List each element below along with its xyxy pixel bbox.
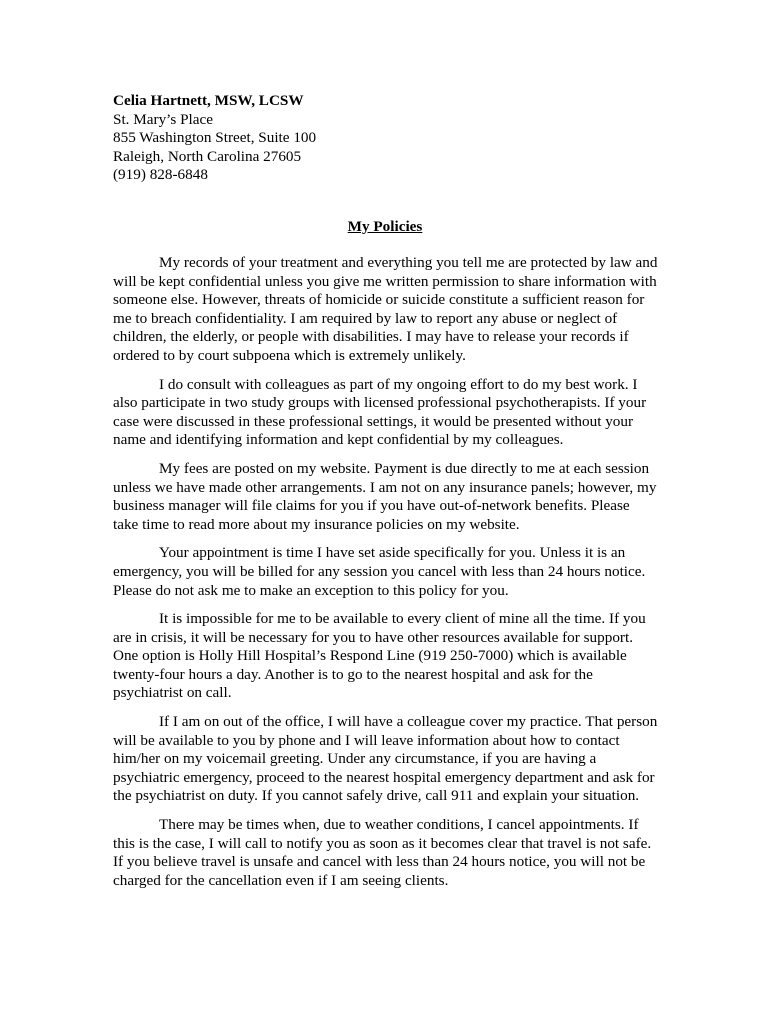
phone-number: (919) 828-6848 xyxy=(113,166,208,184)
street-address: 855 Washington Street, Suite 100 xyxy=(113,129,317,147)
paragraph-appointments: Your appointment is time I have set aside specifically for you. Unless it is an emergency, you will be billed for any session you cancel with less than 24 hours notice. Please do not ask me to make an exception to this policy for you. xyxy=(113,544,646,599)
paragraph-fees: My fees are posted on my website. Payment is due directly to me at each session unless we have made other arrangements. I am not on any insurance panels; however, my business manager will file claims for you if you have out-of-network benefits. Please take time to read more about my insurance policies on my website. xyxy=(113,459,657,533)
practice-name: St. Mary’s Place xyxy=(113,110,213,128)
paragraph-coverage: If I am on out of the office, I will have a colleague cover my practice. That person will be available to you by phone and I will leave information about how to contact him/her on my voicemail greeting. Under any circumstance, if you are having a psychiatric emergency, proceed to the nearest hospital emergency department and ask for the psychiatrist on duty. If you cannot safely drive, call 911 and explain your situation. xyxy=(113,713,658,805)
document-title: My Policies xyxy=(347,218,423,235)
letterhead xyxy=(113,92,633,185)
paragraph-availability: It is impossible for me to be available to every client of mine all the time. If you are in crisis, it will be necessary for you to have other resources available for support. One option is Holly Hill Hospital’s Respond Line (919 250-7000) which is available twenty-four hours a day. Another is to go to the nearest hospital and ask for the psychiatrist on call. xyxy=(113,610,646,702)
paragraph-consultation: I do consult with colleagues as part of my ongoing effort to do my best work. I also participate in two study groups with licensed professional psychotherapists. If your case were discussed in these professional settings, it would be presented without your name and identifying information and kept confidential by my colleagues. xyxy=(113,375,647,449)
paragraph-confidentiality: My records of your treatment and everything you tell me are protected by law and will be kept confidential unless you give me written permission to share information with someone else. However, threats of homicide or suicide constitute a sufficient reason for me to breach confidentiality. I am required by law to report any abuse or neglect of children, the elderly, or people with disabilities. I may have to release your records if ordered to by court subpoena which is extremely unlikely. xyxy=(113,254,658,364)
author-name: Celia Hartnett, MSW, LCSW xyxy=(113,92,304,109)
policy-body xyxy=(113,254,658,900)
city-state-zip: Raleigh, North Carolina 27605 xyxy=(113,147,302,165)
paragraph-weather: There may be times when, due to weather conditions, I cancel appointments. If this is the case, I will call to notify you as soon as it becomes clear that travel is not safe. If you believe travel is unsafe and cancel with less than 24 hours notice, you will not be charged for the cancellation even if I am seeing clients. xyxy=(113,816,652,889)
